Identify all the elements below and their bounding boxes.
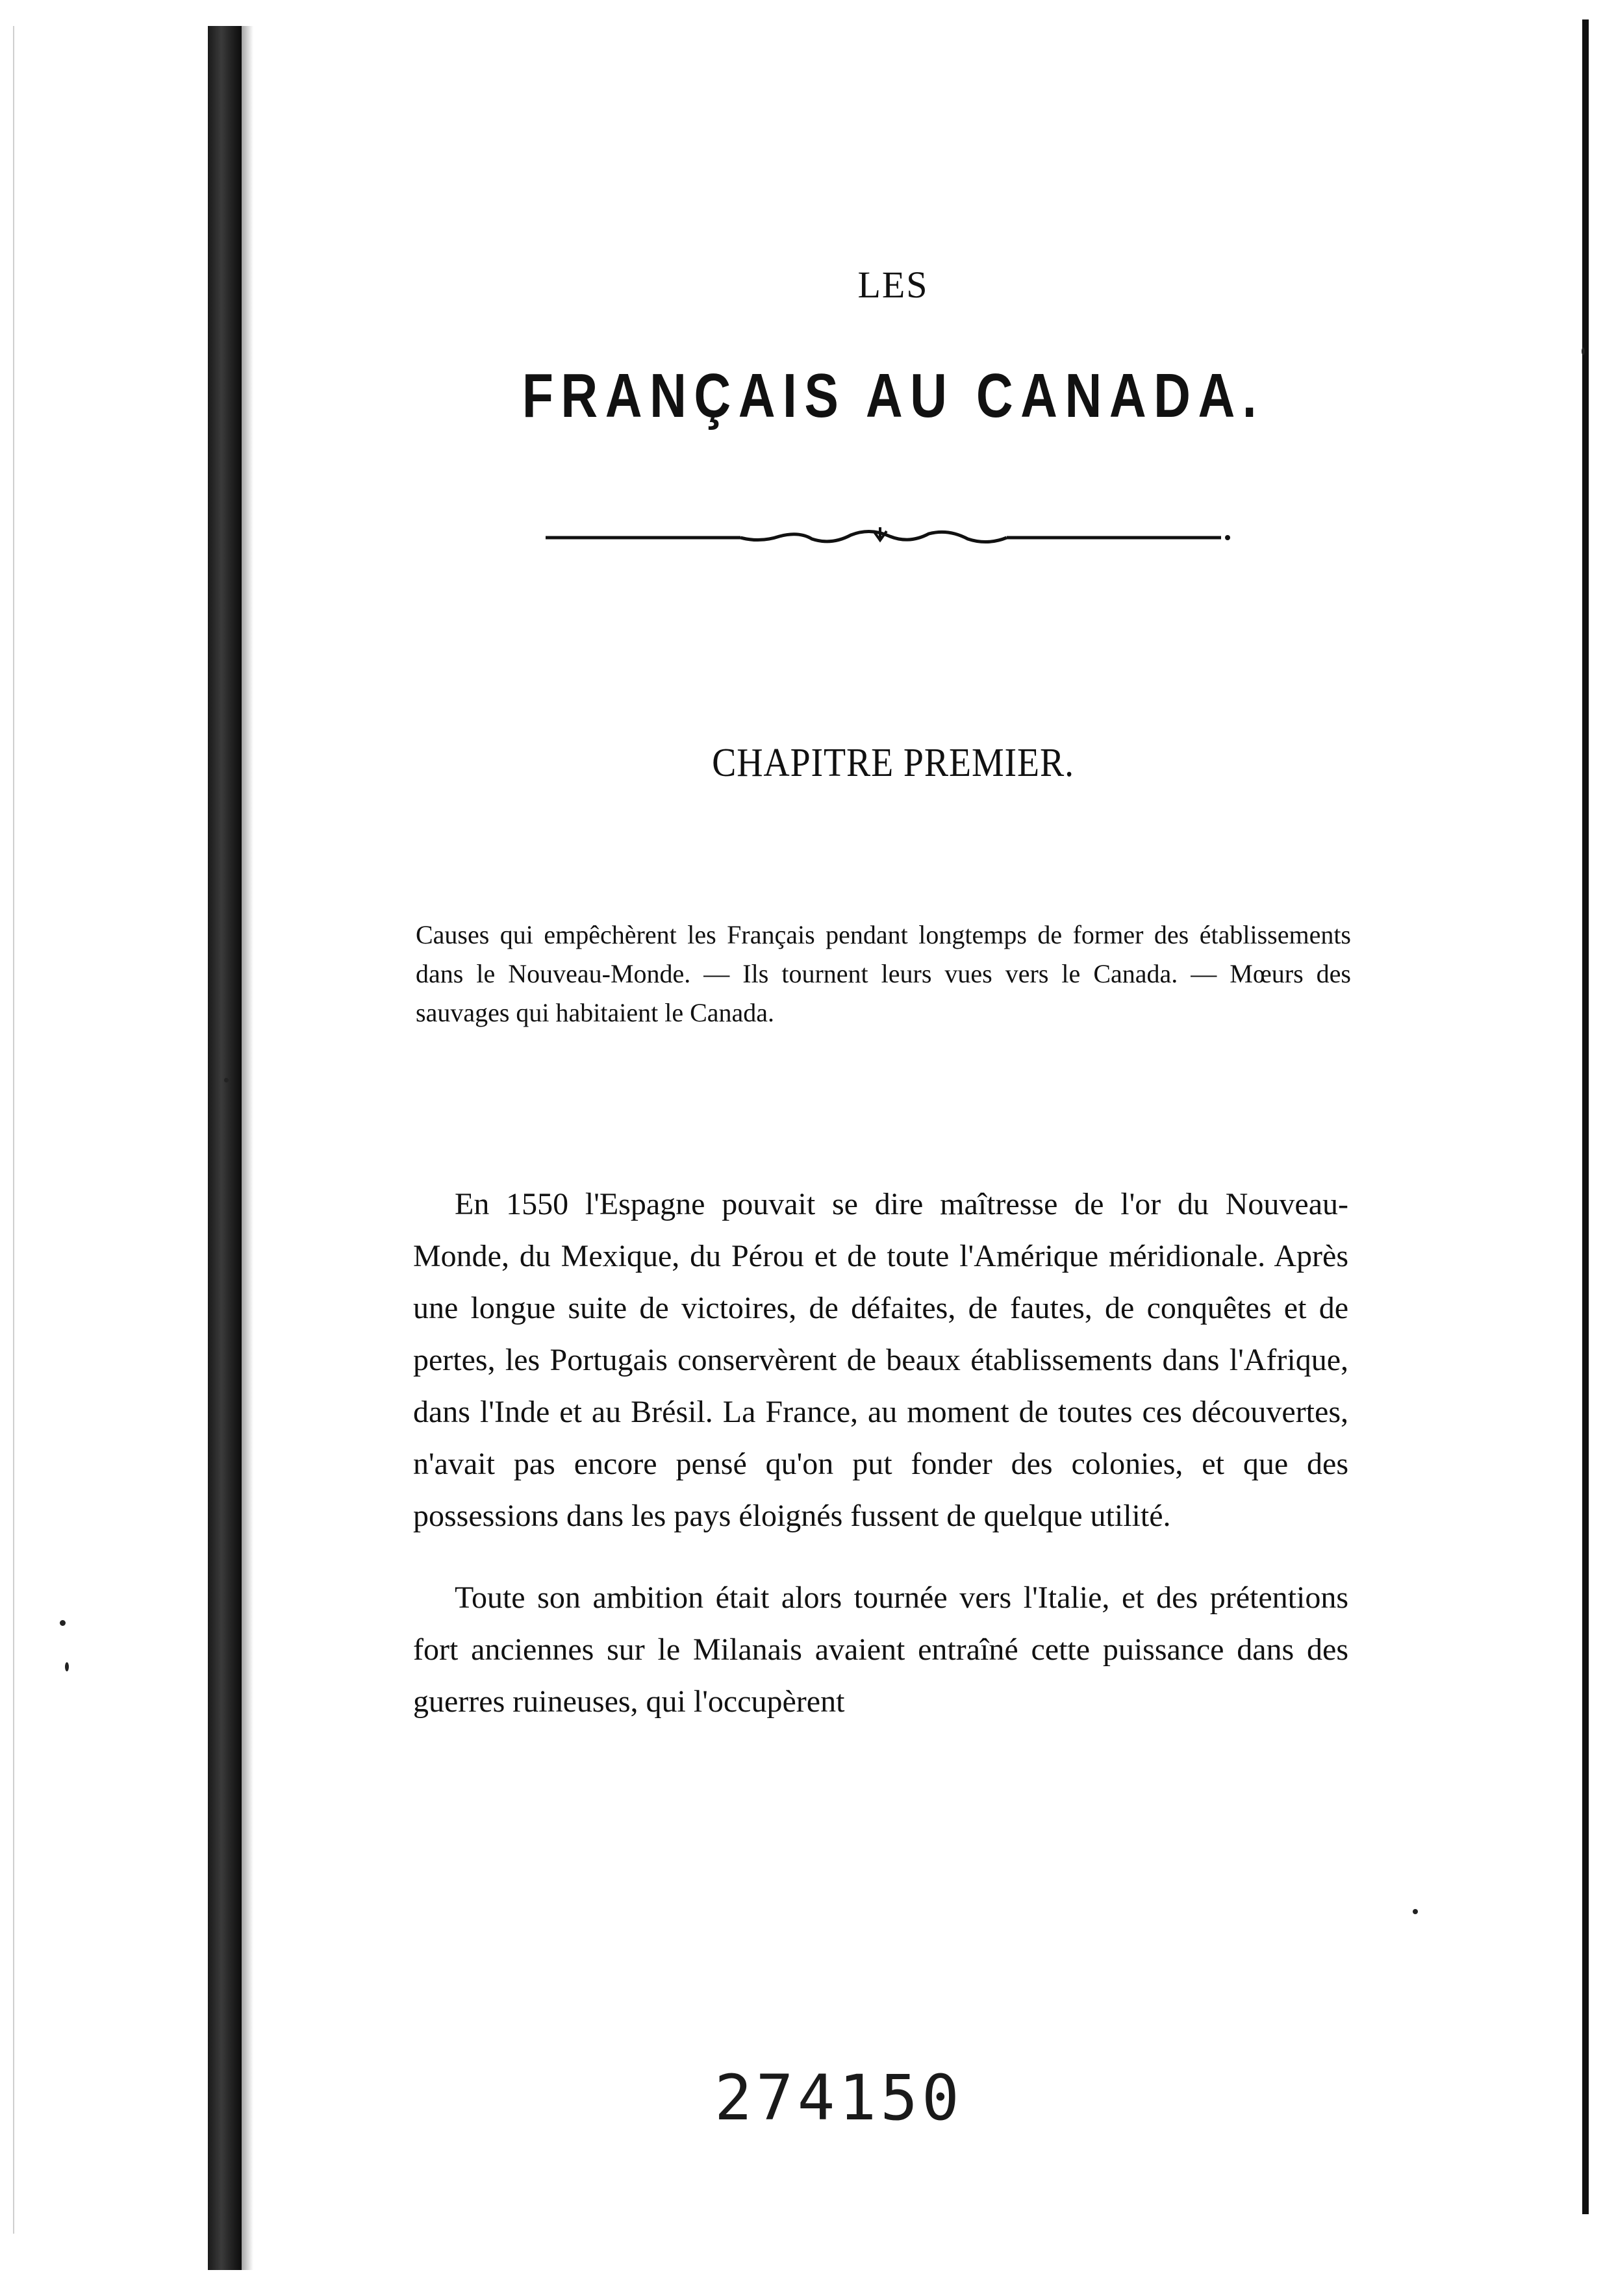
binding-shadow xyxy=(242,26,253,2270)
book-binding-strip xyxy=(208,26,242,2270)
chapter-title: CHAPITRE PREMIER. xyxy=(712,741,1074,785)
paragraph-1: En 1550 l'Espagne pouvait se dire maîtresse de l'or du Nouveau-Monde, du Mexique, du Pérou et de toute l'Amérique méridionale. Après une longue suite de victoires, de défaites, de fautes, de conquêtes et de pertes, les Portugais conservèrent de beaux établissements dans l'Afrique, dans l'Inde et au Brésil. La France, au moment de toutes ces découvertes, n'avait pas encore pensé qu'on put fonder des colonies, et que des possessions dans les pays éloignés fussent de quelque utilité. xyxy=(413,1187,1348,1533)
body-text xyxy=(413,1179,1348,1758)
title-small: LES xyxy=(857,264,929,306)
decorative-rule-ornament xyxy=(546,519,1234,558)
chapter-summary: Causes qui empêchèrent les Français pendant longtemps de former des établissements dans le Nouveau-Monde. — Ils tournent leurs vues vers le Canada. — Mœurs des sauvages qui habitaient le Canada. xyxy=(416,920,1351,1027)
catalog-stamp-number: 274150 xyxy=(714,2062,963,2134)
left-page-edge xyxy=(13,26,14,2234)
paragraph-2: Toute son ambition était alors tournée vers l'Italie, et des prétentions fort anciennes sur le Milanais avaient entraîné cette puissance dans des guerres ruineuses, qui l'occupèrent xyxy=(413,1580,1348,1719)
title-large: FRANÇAIS AU CANADA. xyxy=(522,361,1265,430)
